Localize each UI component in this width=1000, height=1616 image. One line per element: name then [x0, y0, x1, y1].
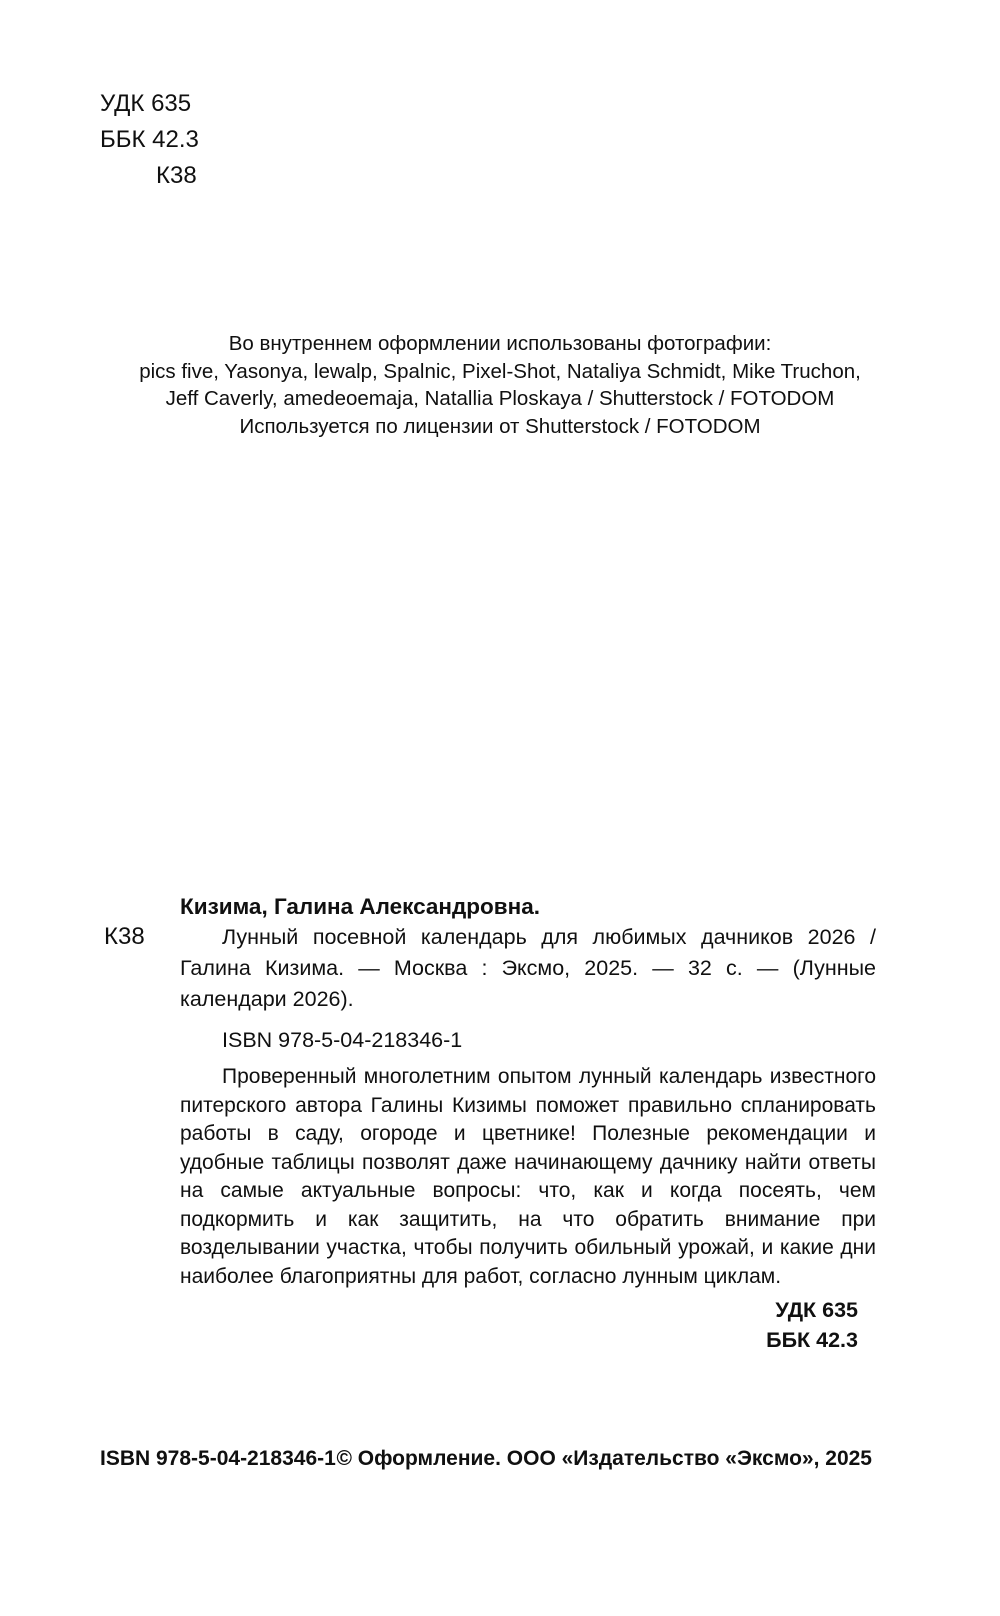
credits-photographers-1: pics five, Yasonya, lewalp, Spalnic, Pixel-Shot, Nataliya Schmidt, Mike Truchon, — [139, 359, 861, 383]
book-author: Кизима, Галина Александровна. — [180, 894, 540, 919]
bbk-code-top: ББК 42.3 — [100, 126, 199, 153]
bibliographic-description: Лунный посевной календарь для любимых дачников 2026 / Галина Кизима. — Москва : Эксмо, 2025. — 32 с. — (Лунные календари 2026). — [180, 925, 876, 1011]
udk-code-bottom: УДК 635 — [775, 1298, 858, 1322]
credits-photographers-2: Jeff Caverly, amedeoemaja, Natallia Ploskaya / Shutterstock / FOTODOM — [165, 387, 835, 410]
isbn-footer: ISBN 978-5-04-218346-1 — [100, 1447, 336, 1470]
imprint-footer — [100, 1446, 872, 1472]
credits-heading: Во внутреннем оформлении использованы фотографии: — [228, 332, 772, 355]
bbk-code-bottom: ББК 42.3 — [766, 1328, 858, 1352]
credits-license: Используется по лицензии от Shutterstock / FOTODOM — [239, 414, 761, 438]
author-sign-margin: К38 — [104, 923, 145, 950]
top-classification-codes — [100, 86, 199, 194]
photo-credits-block — [0, 330, 1000, 440]
udk-code-top: УДК 635 — [100, 90, 192, 117]
isbn-catalog: ISBN 978-5-04-218346-1 — [222, 1028, 463, 1052]
author-sign-top: К38 — [156, 162, 197, 189]
copyright-notice: © Оформление. ООО «Издательство «Эксмо», 2025 — [336, 1447, 872, 1470]
annotation-text: Проверенный многолетним опытом лунный календарь известного питерского автора Галины Кизимы поможет правильно спланировать работы в саду, огороде и цветнике! Полезные рекомендации и удобные таблицы позволят даже начинающему дачнику найти ответы на самые актуальные вопросы: что, как и когда посеять, чем подкормить и как защитить, на что обратить внимание при возделывании участка, чтобы получить обильный урожай, и какие дни наиболее благоприятны для работ, согласно лунным циклам. — [180, 1065, 876, 1288]
catalog-card — [180, 891, 876, 1355]
classification-codes-right — [180, 1295, 876, 1355]
